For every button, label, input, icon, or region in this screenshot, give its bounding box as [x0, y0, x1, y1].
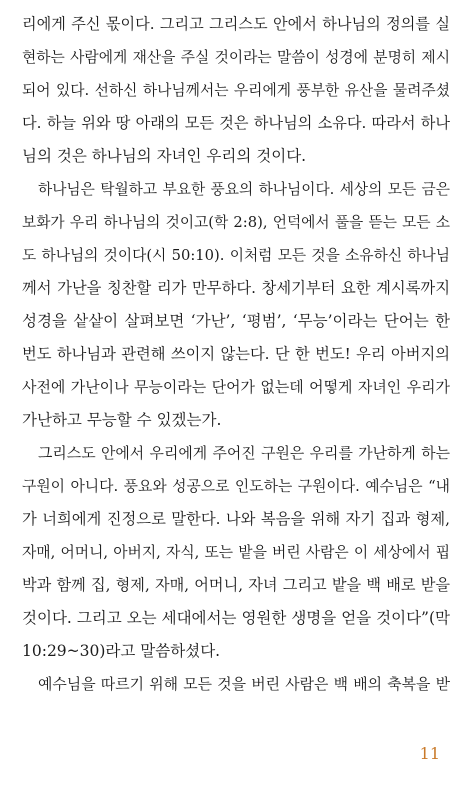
- text-line: 가난하고 무능할 수 있겠는가.: [22, 411, 222, 429]
- text-line: 것이다. 그리고 오는 세대에서는 영원한 생명을 얻을 것이다”(막: [22, 609, 450, 627]
- text-line: 하나님은 탁월하고 부요한 풍요의 하나님이다. 세상의 모든 금은: [38, 181, 450, 198]
- text-line: 가 너희에게 진정으로 말한다. 나와 복음을 위해 자기 집과 형제,: [22, 510, 450, 528]
- text-line: 께서 가난을 칭찬할 리가 만무하다. 창세기부터 요한 계시록까지: [22, 279, 450, 297]
- text-line: 다. 하늘 위와 땅 아래의 모든 것은 하나님의 소유다. 따라서 하나: [22, 114, 450, 132]
- text-line: 리에게 주신 몫이다. 그리고 그리스도 안에서 하나님의 정의를 실: [22, 15, 450, 33]
- text-line: 번도 하나님과 관련해 쓰이지 않는다. 단 한 번도! 우리 아버지의: [22, 345, 450, 363]
- text-line: 구원이 아니다. 풍요와 성공으로 인도하는 구원이다. 예수님은 “내: [22, 477, 450, 495]
- text-line: 사전에 가난이나 무능이라는 단어가 없는데 어떻게 자녀인 우리가: [22, 378, 450, 396]
- text-line: 박과 함께 집, 형제, 자매, 어머니, 자녀 그리고 밭을 백 배로 받을: [22, 576, 450, 594]
- page-number: 11: [419, 744, 440, 763]
- text-line: 되어 있다. 선하신 하나님께서는 우리에게 풍부한 유산을 물려주셨: [22, 82, 450, 99]
- text-line: 보화가 우리 하나님의 것이고(학 2:8), 언덕에서 풀을 뜯는 모든 소: [22, 214, 450, 231]
- text-line: 10:29~30)라고 말씀하셨다.: [22, 642, 221, 660]
- text-line: 그리스도 안에서 우리에게 주어진 구원은 우리를 가난하게 하는: [38, 444, 450, 462]
- text-line: 도 하나님의 것이다(시 50:10). 이처럼 모든 것을 소유하신 하나님: [22, 247, 450, 264]
- text-line: 성경을 샅샅이 살펴보면 ‘가난’, ‘평범’, ‘무능’이라는 단어는 한: [22, 312, 450, 330]
- text-line: 현하는 사람에게 재산을 주실 것이라는 말씀이 성경에 분명히 제시: [22, 49, 450, 66]
- body-text: [22, 8, 450, 701]
- text-line: 자매, 어머니, 아버지, 자식, 또는 밭을 버린 사람은 이 세상에서 핍: [22, 544, 450, 561]
- text-line: 님의 것은 하나님의 자녀인 우리의 것이다.: [22, 147, 307, 165]
- text-line: 예수님을 따르기 위해 모든 것을 버린 사람은 백 배의 축복을 받: [38, 675, 450, 693]
